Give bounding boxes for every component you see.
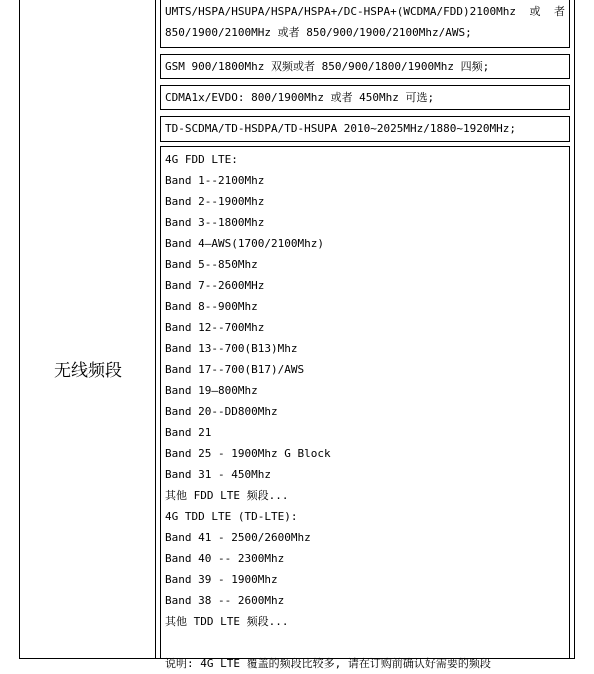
lte-line <box>165 632 565 653</box>
lte-line: Band 5--850Mhz <box>165 258 258 271</box>
umts-line-1-word-2: 者 <box>554 5 565 18</box>
lte-line: Band 31 - 450Mhz <box>165 468 271 481</box>
lte-line: Band 7--2600MHz <box>165 279 265 292</box>
lte-line: Band 4—AWS(1700/2100Mhz) <box>165 237 324 250</box>
gsm-cell <box>160 54 570 79</box>
lte-line: 4G FDD LTE: <box>165 153 238 166</box>
umts-line-1 <box>165 1 565 22</box>
lte-line: Band 41 - 2500/2600Mhz <box>165 531 311 544</box>
lte-line: Band 3--1800Mhz <box>165 216 265 229</box>
umts-cell <box>160 0 570 48</box>
umts-line-1-text: UMTS/HSPA/HSUPA/HSPA/HSPA+/DC-HSPA+(WCDMA/FDD)2100Mhz <box>165 5 516 18</box>
cdma-cell <box>160 85 570 110</box>
label-column <box>20 0 156 658</box>
frequency-table <box>19 0 575 670</box>
lte-line: Band 25 - 1900Mhz G Block <box>165 447 331 460</box>
lte-line: 说明: 4G LTE 覆盖的频段比较多, 请在订购前确认好需要的频段 <box>165 657 491 670</box>
lte-line: Band 20--DD800Mhz <box>165 405 278 418</box>
lte-line: 其他 TDD LTE 频段... <box>165 615 289 628</box>
td-cell <box>160 116 570 142</box>
lte-line: Band 19—800Mhz <box>165 384 258 397</box>
values-column <box>156 0 574 670</box>
cdma-text: CDMA1x/EVDO: 800/1900Mhz 或者 450Mhz 可选; <box>165 91 435 104</box>
gsm-text: GSM 900/1800Mhz 双频或者 850/900/1800/1900Mhz 四频; <box>165 60 490 73</box>
lte-line: Band 17--700(B17)/AWS <box>165 363 305 376</box>
lte-cell <box>160 146 570 670</box>
lte-line: Band 1--2100Mhz <box>165 174 265 187</box>
lte-line: Band 21 <box>165 426 212 439</box>
umts-line-2: 850/1900/2100MHz 或者 850/900/1900/2100Mhz/AWS; <box>165 26 472 39</box>
lte-line: Band 38 -- 2600Mhz <box>165 594 285 607</box>
lte-line: Band 13--700(B13)Mhz <box>165 342 298 355</box>
td-text: TD-SCDMA/TD-HSDPA/TD-HSUPA 2010~2025MHz/1880~1920MHz; <box>165 122 516 135</box>
lte-line: Band 8--900Mhz <box>165 300 258 313</box>
row-label: 无线频段 <box>54 361 122 381</box>
umts-line-1-word-1: 或 <box>529 5 541 18</box>
lte-line: Band 39 - 1900Mhz <box>165 573 278 586</box>
lte-line: 其他 FDD LTE 频段... <box>165 489 289 502</box>
lte-line: Band 12--700Mhz <box>165 321 265 334</box>
lte-line: 4G TDD LTE (TD-LTE): <box>165 510 298 523</box>
lte-line: Band 2--1900Mhz <box>165 195 265 208</box>
lte-list <box>165 149 565 674</box>
lte-line: Band 40 -- 2300Mhz <box>165 552 285 565</box>
